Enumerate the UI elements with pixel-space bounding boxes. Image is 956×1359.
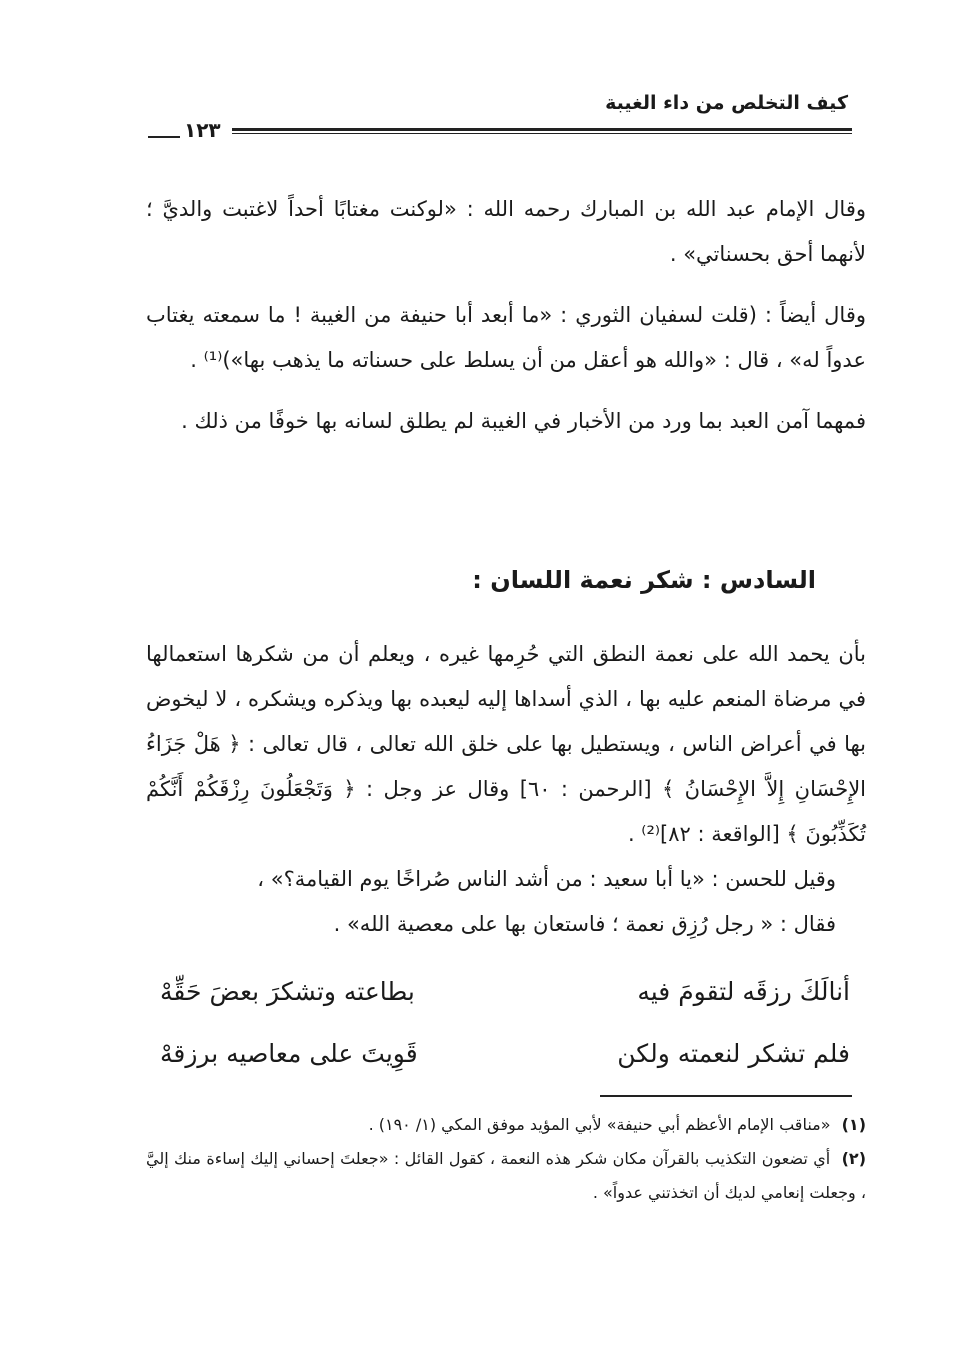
section-heading: السادس : شكر نعمة اللسان :	[472, 566, 816, 594]
poem-verse	[160, 960, 850, 1022]
footnotes	[146, 1108, 866, 1210]
verse-second-half: بطاعته وتشكرَ بعضَ حَقِّهْ	[160, 976, 415, 1006]
paragraph: وقال الإمام عبد الله بن المبارك رحمه الله : «لوكنت مغتابًا أحداً لاغتبت والديَّ ؛ لأنهما أحق بحسناتي» .	[146, 197, 866, 266]
poem	[160, 960, 850, 1084]
paragraph: وقال أيضاً : (قلت لسفيان الثوري : «ما أبعد أبا حنيفة من الغيبة ! ما سمعته يغتاب عدواً له» ، قال : «والله هو أعقل من أن يسلط على حسناته ما يذهب بها»)⁽¹⁾ .	[146, 303, 866, 372]
header-rule-short	[148, 136, 180, 138]
paragraph: فمهما آمن العبد بما ورد من الأخبار في الغيبة لم يطلق لسانه بها خوفًا من ذلك .	[181, 409, 866, 433]
page-number: ١٢٣	[184, 118, 221, 142]
header-rule	[232, 128, 852, 134]
paragraph: فقال : « رجل رُزِق نعمة ؛ فاستعان بها على معصية الله» .	[333, 912, 836, 936]
footnote-number: (١)	[841, 1115, 866, 1134]
footnote-text: «مناقب الإمام الأعظم أبي حنيفة» لأبي المؤيد موفق المكي (١/ ١٩٠) .	[368, 1115, 831, 1134]
section-paragraphs	[146, 632, 866, 947]
footnote-text: أي تضعون التكذيب بالقرآن مكان شكر هذه النعمة ، كقول القائل : «جعلتَ إحساني إليك إساءة منك إليَّ ، وجعلت إنعامي لديك أن اتخذتني عدواً» .	[146, 1149, 866, 1202]
verse-first-half: أنالَكَ رزقَه لتقومَ فيه	[637, 976, 850, 1006]
footnote-rule	[600, 1095, 852, 1097]
verse-first-half: فلم تشكر لنعمته ولكن	[617, 1038, 850, 1068]
verse-second-half: قَوِيتَ على معاصيه برزقهْ	[160, 1038, 418, 1068]
footnote	[146, 1142, 866, 1210]
footnote-number: (٢)	[841, 1149, 866, 1168]
running-header-title: كيف التخلص من داء الغيبة	[605, 92, 848, 114]
paragraph: بأن يحمد الله على نعمة النطق التي حُرِمها غيره ، ويعلم أن من شكرها استعمالها في مرضاة المنعم عليه بها ، الذي أسداها إليه ليعبده بها ويذكره ويشكره ، لا ليخوض بها في أعراض الناس ، ويستطيل بها على خلق الله تعالى ، قال تعالى : ﴿ هَلْ جَزَاءُ الإِحْسَانِ إِلاَّ الإِحْسَانُ ﴾ [الرحمن : ٦٠] وقال عز وجل : ﴿ وَتَجْعَلُونَ رِزْقَكُمْ أَنَّكُمْ تُكَذِّبُونَ ﴾ [الواقعة : ٨٢]⁽²⁾ .	[146, 642, 867, 846]
opening-paragraphs	[146, 187, 866, 444]
poem-verse	[160, 1022, 850, 1084]
paragraph: وقيل للحسن : «يا أبا سعيد : من أشد الناس صُراخًا يوم القيامة؟» ،	[257, 867, 836, 891]
footnote	[146, 1108, 866, 1142]
